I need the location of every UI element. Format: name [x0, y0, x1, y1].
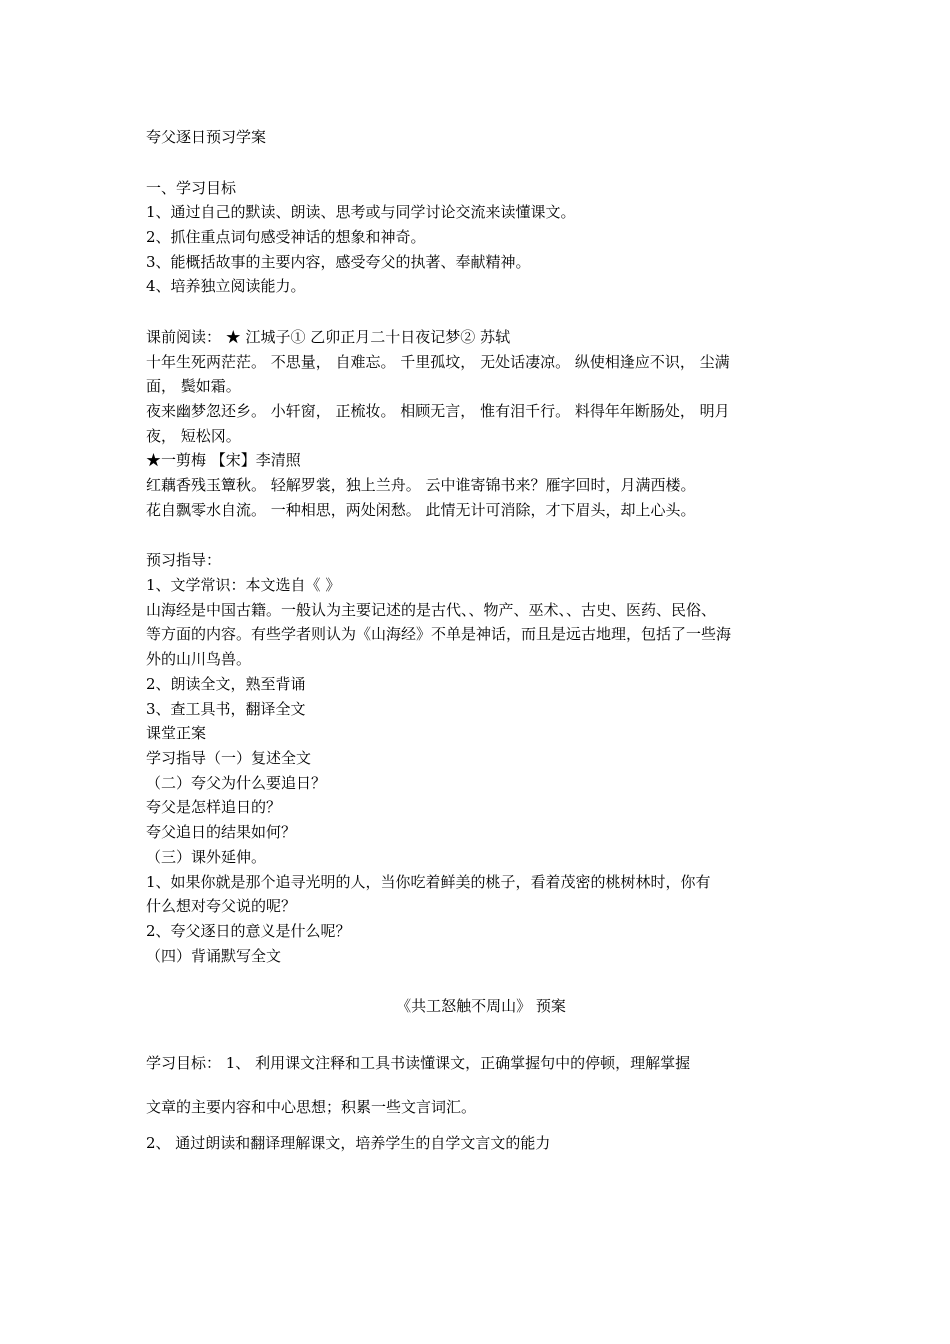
poem2-heading: ★一剪梅 【宋】李清照 — [146, 451, 301, 469]
poem1-line: 夜来幽梦忽还乡。 小轩窗， 正梳妆。 相顾无言， 惟有泪千行。 料得年年断肠处， 明月 — [146, 402, 730, 420]
guide-line: 夸父追日的结果如何？ — [146, 823, 297, 841]
guide-line: 夸父是怎样追日的？ — [146, 798, 282, 816]
guide-line: 3、查工具书，翻译全文 — [146, 700, 306, 718]
guide-line: 山海经是中国古籍。一般认为主要记述的是古代、、物产、巫术、、古史、医药、民俗、 — [146, 601, 717, 619]
document-title: 夸父逐日预习学案 — [146, 128, 267, 146]
second-line: 学习目标： 1、 利用课文注释和工具书读懂课文，正确掌握句中的停顿，理解掌握 — [146, 1054, 691, 1072]
guide-line: 等方面的内容。有些学者则认为《山海经》不单是神话，而且是远古地理，包括了一些海 — [146, 625, 732, 643]
guide-line: （三）课外延伸。 — [146, 848, 267, 866]
poem1-line: 面， 鬓如霜。 — [146, 377, 241, 395]
objective-item: 4、培养独立阅读能力。 — [146, 277, 306, 295]
objectives-heading: 一、学习目标 — [146, 179, 237, 197]
guide-line: 1、如果你就是那个追寻光明的人，当你吃着鲜美的桃子，看着茂密的桃树林时，你有 — [146, 873, 711, 891]
guide-line: 外的山川鸟兽。 — [146, 650, 252, 668]
second-line: 文章的主要内容和中心思想；积累一些文言词汇。 — [146, 1098, 477, 1116]
document-page — [146, 0, 816, 1344]
objective-item: 3、能概括故事的主要内容，感受夸父的执著、奉献精神。 — [146, 253, 531, 271]
objective-item: 1、通过自己的默读、朗读、思考或与同学讨论交流来读懂课文。 — [146, 203, 576, 221]
poem2-line: 红藕香残玉簟秋。 轻解罗裳，独上兰舟。 云中谁寄锦书来？雁字回时，月满西楼。 — [146, 476, 696, 494]
second-line: 2、 通过朗读和翻译理解课文，培养学生的自学文言文的能力 — [146, 1134, 551, 1152]
prereading-heading: 课前阅读： ★ 江城子① 乙卯正月二十日夜记梦② 苏轼 — [146, 328, 511, 346]
poem1-line: 十年生死两茫茫。 不思量， 自难忘。 千里孤坟， 无处话凄凉。 纵使相逢应不识， 尘满 — [146, 353, 730, 371]
guide-line: 2、夸父逐日的意义是什么呢？ — [146, 922, 351, 940]
guide-line: 课堂正案 — [146, 724, 207, 742]
guide-line: 什么想对夸父说的呢？ — [146, 897, 297, 915]
second-title: 《共工怒触不周山》 预案 — [396, 997, 566, 1015]
guide-line: 1、文学常识：本文选自《 》 — [146, 576, 341, 594]
guide-line: 学习指导（一）复述全文 — [146, 749, 312, 767]
guide-line: 2、朗读全文，熟至背诵 — [146, 675, 306, 693]
guide-heading: 预习指导： — [146, 551, 222, 569]
guide-line: （四）背诵默写全文 — [146, 947, 282, 965]
poem1-line: 夜， 短松冈。 — [146, 427, 241, 445]
guide-line: （二）夸父为什么要追日？ — [146, 774, 327, 792]
poem2-line: 花自飘零水自流。 一种相思，两处闲愁。 此情无计可消除，才下眉头，却上心头。 — [146, 501, 696, 519]
objective-item: 2、抓住重点词句感受神话的想象和神奇。 — [146, 228, 426, 246]
